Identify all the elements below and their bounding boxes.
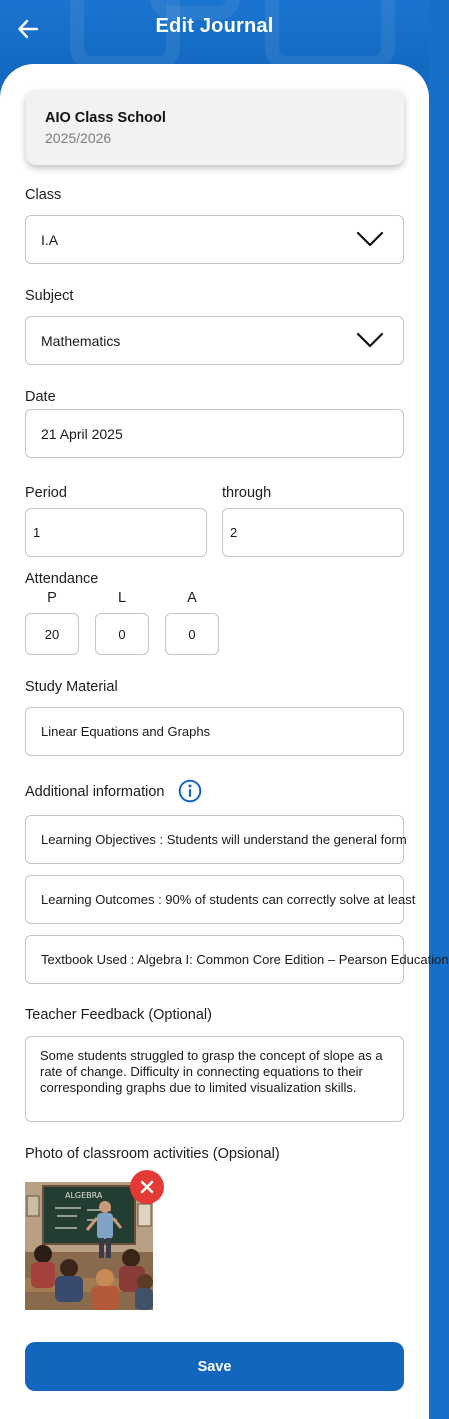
late-input[interactable] — [95, 613, 149, 655]
board-text: ALGEBRA — [65, 1191, 103, 1200]
subject-value: Mathematics — [41, 332, 121, 349]
period-label: Period — [25, 485, 67, 501]
class-value: I.A — [41, 231, 59, 248]
additional-info-text: Learning Objectives : Students will understand the general form — [41, 832, 407, 847]
period-end-value: 2 — [230, 525, 238, 540]
date-label: Date — [25, 389, 56, 405]
teacher-feedback-label: Teacher Feedback (Optional) — [25, 1007, 212, 1023]
late-label: L — [117, 590, 127, 606]
date-value: 21 April 2025 — [41, 425, 123, 442]
period-start-value: 1 — [33, 525, 41, 540]
school-card — [26, 90, 404, 165]
subject-select[interactable] — [25, 316, 404, 365]
teacher-feedback-value: Some students struggled to grasp the concept of slope as a rate of change. Difficulty in connecting equations to their corresponding graphs due to limited visualization skills. — [40, 1048, 383, 1095]
classroom-photo[interactable] — [25, 1182, 153, 1310]
info-icon[interactable] — [178, 779, 202, 803]
photo-section-label: Photo of classroom activities (Opsional) — [25, 1146, 280, 1162]
subject-label: Subject — [25, 288, 74, 304]
late-value: 0 — [118, 626, 126, 642]
additional-info-text: Textbook Used : Algebra I: Common Core Edition – Pearson Education — [41, 952, 449, 967]
period-start-input[interactable] — [25, 508, 207, 557]
page-title: Edit Journal — [155, 15, 274, 37]
study-material-value: Linear Equations and Graphs — [41, 724, 211, 739]
present-value: 20 — [44, 626, 60, 642]
present-label: P — [47, 590, 57, 606]
school-name: AIO Class School — [45, 110, 166, 126]
date-field[interactable] — [25, 409, 404, 458]
save-button[interactable]: Save — [25, 1342, 404, 1391]
teacher-feedback-textarea[interactable] — [25, 1036, 404, 1122]
class-select[interactable] — [25, 215, 404, 264]
absent-label: A — [187, 590, 197, 606]
additional-info-item[interactable] — [25, 815, 407, 864]
present-input[interactable] — [25, 613, 79, 655]
class-label: Class — [25, 187, 62, 203]
close-icon — [139, 1179, 155, 1195]
period-end-input[interactable] — [222, 508, 404, 557]
absent-value: 0 — [188, 626, 196, 642]
attendance-label: Attendance — [25, 571, 99, 587]
school-year: 2025/2026 — [45, 130, 112, 146]
study-material-input[interactable] — [25, 707, 404, 756]
additional-info-item[interactable] — [25, 875, 416, 924]
additional-info-label: Additional information — [25, 784, 165, 800]
absent-input[interactable] — [165, 613, 219, 655]
additional-info-text: Learning Outcomes : 90% of students can correctly solve at least — [41, 892, 416, 907]
additional-info-item[interactable] — [25, 935, 449, 984]
through-label: through — [222, 485, 272, 501]
chevron-down-icon — [356, 331, 384, 349]
remove-photo-button[interactable] — [130, 1170, 164, 1204]
study-material-label: Study Material — [25, 679, 118, 695]
classroom-photo-image — [25, 1182, 153, 1310]
chevron-down-icon — [356, 230, 384, 248]
